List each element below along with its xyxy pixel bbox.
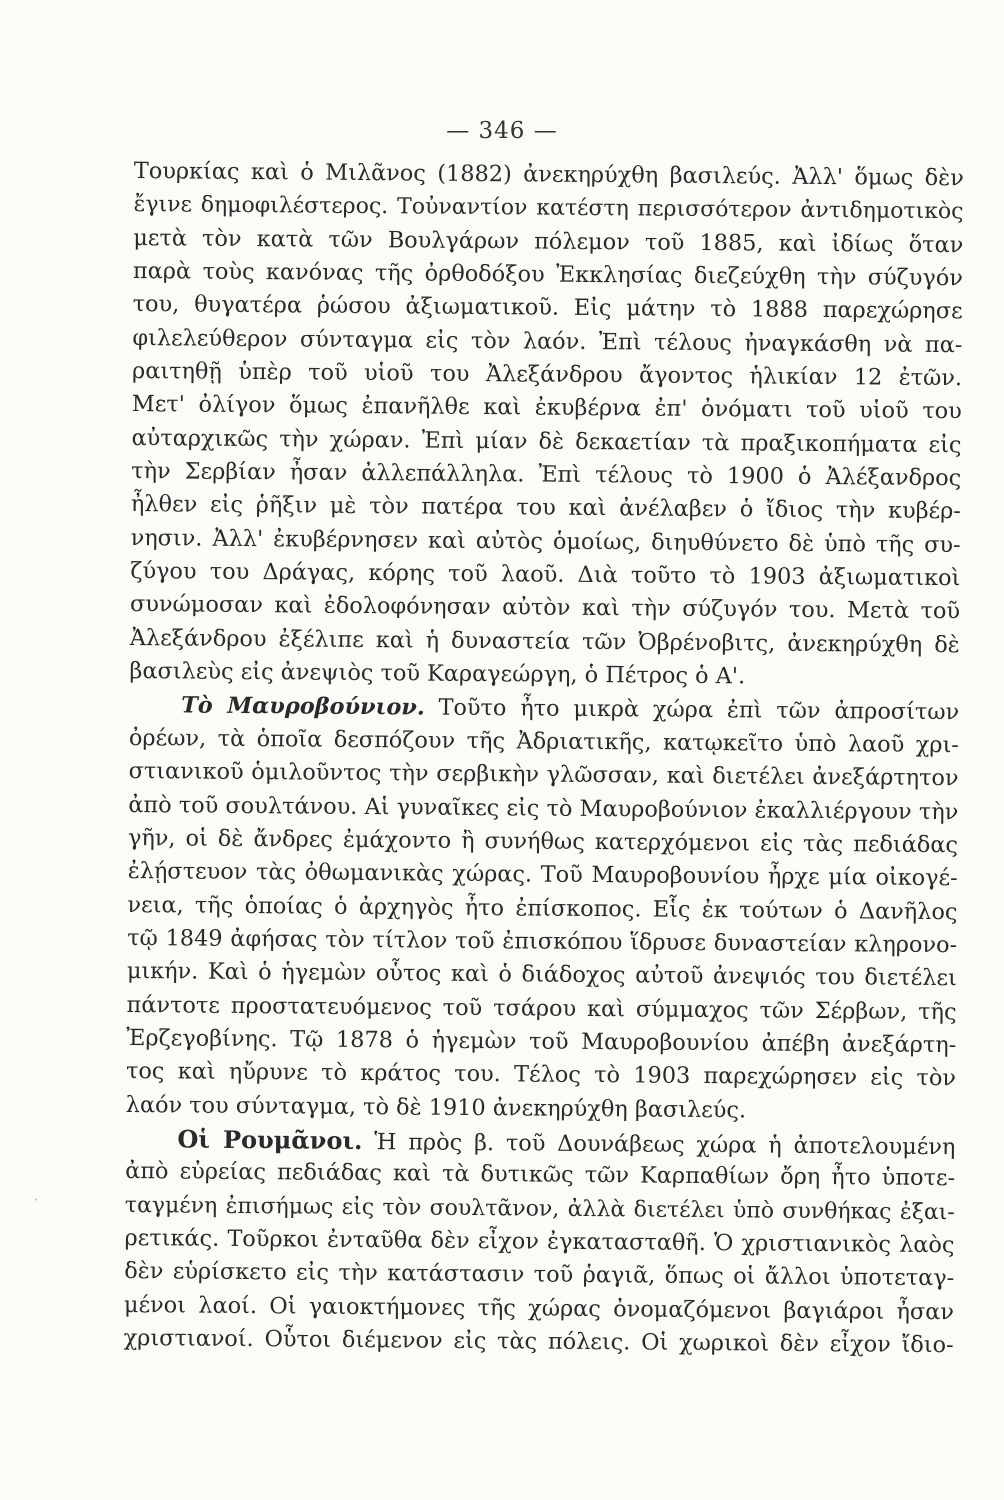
line-text: τῷ 1849 ἀφήσας τὸν τίτλον τοῦ ἐπισκόπου ἵδρυσε δυναστείαν κληρονο-	[127, 924, 958, 959]
line-text: ταγμένη ἐπισήμως εἰς τὸν σουλτᾶνον, ἀλλὰ διετέλει ὑπὸ συνθήκας ἐξαι-	[124, 1192, 955, 1225]
line-text: Τοῦτο ἦτο μικρὰ χώρα ἐπὶ τῶν ἀπροσίτων	[424, 694, 960, 725]
line-text: παρὰ τοὺς κανόνας τῆς ὀρθοδόξου Ἐκκλησίας διεζεύχθη τὴν σύζυγόν	[132, 258, 964, 292]
line-text: Τουρκίας καὶ ὁ Μιλᾶνος (1882) ἀνεκηρύχθη βασιλεύς. Ἀλλ' ὅμως δὲν	[133, 157, 964, 192]
line-text: συνώμοσαν καὶ ἐδολοφόνησαν αὐτὸν καὶ τὴν σύζυγόν του. Μετὰ τοῦ	[129, 591, 961, 625]
line-text: Ἀλεξάνδρου ἐξέλιπε καὶ ἡ δυναστεία τῶν Ὀβρένοβιτς, ἀνεκηρύχθη δὲ	[129, 624, 960, 659]
line-text: του, θυγατέρα ῥώσου ἀξιωματικοῦ. Εἰς μάτην τὸ 1888 παρεχώρησε	[132, 291, 963, 325]
line-text: ἦλθεν εἰς ῥῆξιν μὲ τὸν πατέρα του καὶ ἀνέλαβεν ὁ ἴδιος τὴν κυβέρ-	[130, 491, 962, 525]
line-text: μικήν. Καὶ ὁ ἡγεμὼν οὗτος καὶ ὁ διάδοχος αὐτοῦ ἀνεψιός του διετέλει	[126, 958, 957, 992]
line-text: δὲν εὑρίσκετο εἰς τὴν κατάστασιν τοῦ ῥαγιᾶ, ὅπως οἱ ἄλλοι ὑποτεταγ-	[124, 1258, 955, 1292]
line-text: Ἡ πρὸς β. τοῦ Δουνάβεως χώρα ἡ ἀποτελουμένη	[362, 1128, 956, 1161]
line-text: χριστιανοί. Οὗτοι διέμενον εἰς τὰς πόλεις. Οἱ χωρικοὶ δὲν εἶχον ἴδιο-	[123, 1324, 954, 1359]
line-text: γῆν, οἱ δὲ ἄνδρες ἐμάχοντο ἢ συνήθως κατερχόμενοι εἰς τὰς πεδιάδας	[127, 824, 959, 859]
text-line	[124, 1322, 954, 1363]
line-text: στιανικοῦ ὁμιλοῦντος τὴν σερβικὴν γλῶσσαν, καὶ διετέλει ἀνεξάρτητον	[128, 758, 959, 792]
line-text: ἐλῄστευον τὰς ὀθωμανικὰς χώρας. Τοῦ Μαυροβουνίου ἦρχε μία οἰκογέ-	[127, 858, 958, 892]
body-text	[124, 155, 964, 1363]
line-text: Μετ' ὀλίγον ὅμως ἐπανῆλθε καὶ ἐκυβέρνα ἐπ' ὀνόματι τοῦ υἱοῦ του	[131, 391, 962, 425]
line-text: Ἐρζεγοβίνης. Τῷ 1878 ὁ ἡγεμὼν τοῦ Μαυροβουνίου ἀπέβη ἀνεξάρτη-	[126, 1024, 957, 1059]
line-text: τὴν Σερβίαν ἦσαν ἀλλεπάλληλα. Ἐπὶ τέλους τὸ 1900 ὁ Ἀλέξανδρος	[131, 458, 962, 492]
line-text: μένοι λαοί. Οἱ γαιοκτήμονες τῆς χώρας ὀνομαζόμενοι βαγιάροι ἦσαν	[123, 1291, 955, 1325]
page-number: — 346 —	[446, 118, 558, 144]
line-text: πάντοτε προστατευόμενος τοῦ τσάρου καὶ σύμμαχος τῶν Σέρβων, τῆς	[126, 991, 957, 1025]
line-text: τος καὶ ηὔρυνε τὸ κράτος του. Τέλος τὸ 1903 παρεχώρησεν εἰς τὸν	[125, 1058, 957, 1092]
line-text: ζύγου του Δράγας, κόρης τοῦ λαοῦ. Διὰ τοῦτο τὸ 1903 ἀξιωματικοὶ	[130, 558, 961, 592]
line-text: ἀπὸ εὐρείας πεδιάδας καὶ τὰ δυτικῶς τῶν Καρπαθίων ὄρη ἦτο ὑποτε-	[125, 1158, 956, 1192]
line-text: φιλελεύθερον σύνταγμα εἰς τὸν λαόν. Ἐπὶ τέλους ἠναγκάσθη νὰ πα-	[132, 324, 963, 358]
section-heading: Οἱ Ρουμᾶνοι.	[177, 1124, 363, 1155]
line-text: ἀπὸ τοῦ σουλτάνου. Αἱ γυναῖκες εἰς τὸ Μαυροβούνιον ἐκαλλιέργουν τὴν	[128, 791, 959, 825]
line-text: βασιλεὺς εἰς ἀνεψιὸς τοῦ Καραγεώργη, ὁ Πέτρος ὁ Α'.	[129, 658, 746, 690]
line-text: μετὰ τὸν κατὰ τῶν Βουλγάρων πόλεμον τοῦ 1885, καὶ ἰδίως ὅταν	[133, 224, 964, 258]
line-text: ἔγινε δημοφιλέστερος. Τοὐναντίον κατέστη περισσότερον ἀντιδημοτικὸς	[133, 192, 964, 225]
section-heading: Τὸ Μαυροβούνιον.	[181, 691, 425, 721]
margin-mark: ·	[34, 1193, 38, 1207]
line-text: ραιτηθῇ ὑπὲρ τοῦ υἱοῦ του Ἀλεξάνδρου ἄγοντος ἡλικίαν 12 ἐτῶν.	[132, 358, 963, 392]
line-text: ρετικάς. Τοῦρκοι ἐνταῦθα δὲν εἶχον ἐγκατασταθῆ. Ὁ χριστιανικὸς λαὸς	[124, 1224, 955, 1259]
line-text: αὐταρχικῶς τὴν χώραν. Ἐπὶ μίαν δὲ δεκαετίαν τὰ πραξικοπήματα εἰς	[131, 424, 962, 458]
line-text: λαόν του σύνταγμα, τὸ δὲ 1910 ἀνεκηρύχθη βασιλεύς.	[125, 1091, 747, 1124]
line-text: ὀρέων, τὰ ὁποῖα δεσπόζουν τῆς Ἀδριατικῆς, κατῳκεῖτο ὑπὸ λαοῦ χρι-	[128, 724, 959, 759]
line-text: νεια, τῆς ὁποίας ὁ ἀρχηγὸς ἦτο ἐπίσκοπος. Εἷς ἐκ τούτων ὁ Δανῆλος	[127, 891, 958, 925]
line-text: νησιν. Ἀλλ' ἐκυβέρνησεν καὶ αὐτὸς ὁμοίως, διηυθύνετο δὲ ὑπὸ τῆς συ-	[130, 524, 961, 559]
